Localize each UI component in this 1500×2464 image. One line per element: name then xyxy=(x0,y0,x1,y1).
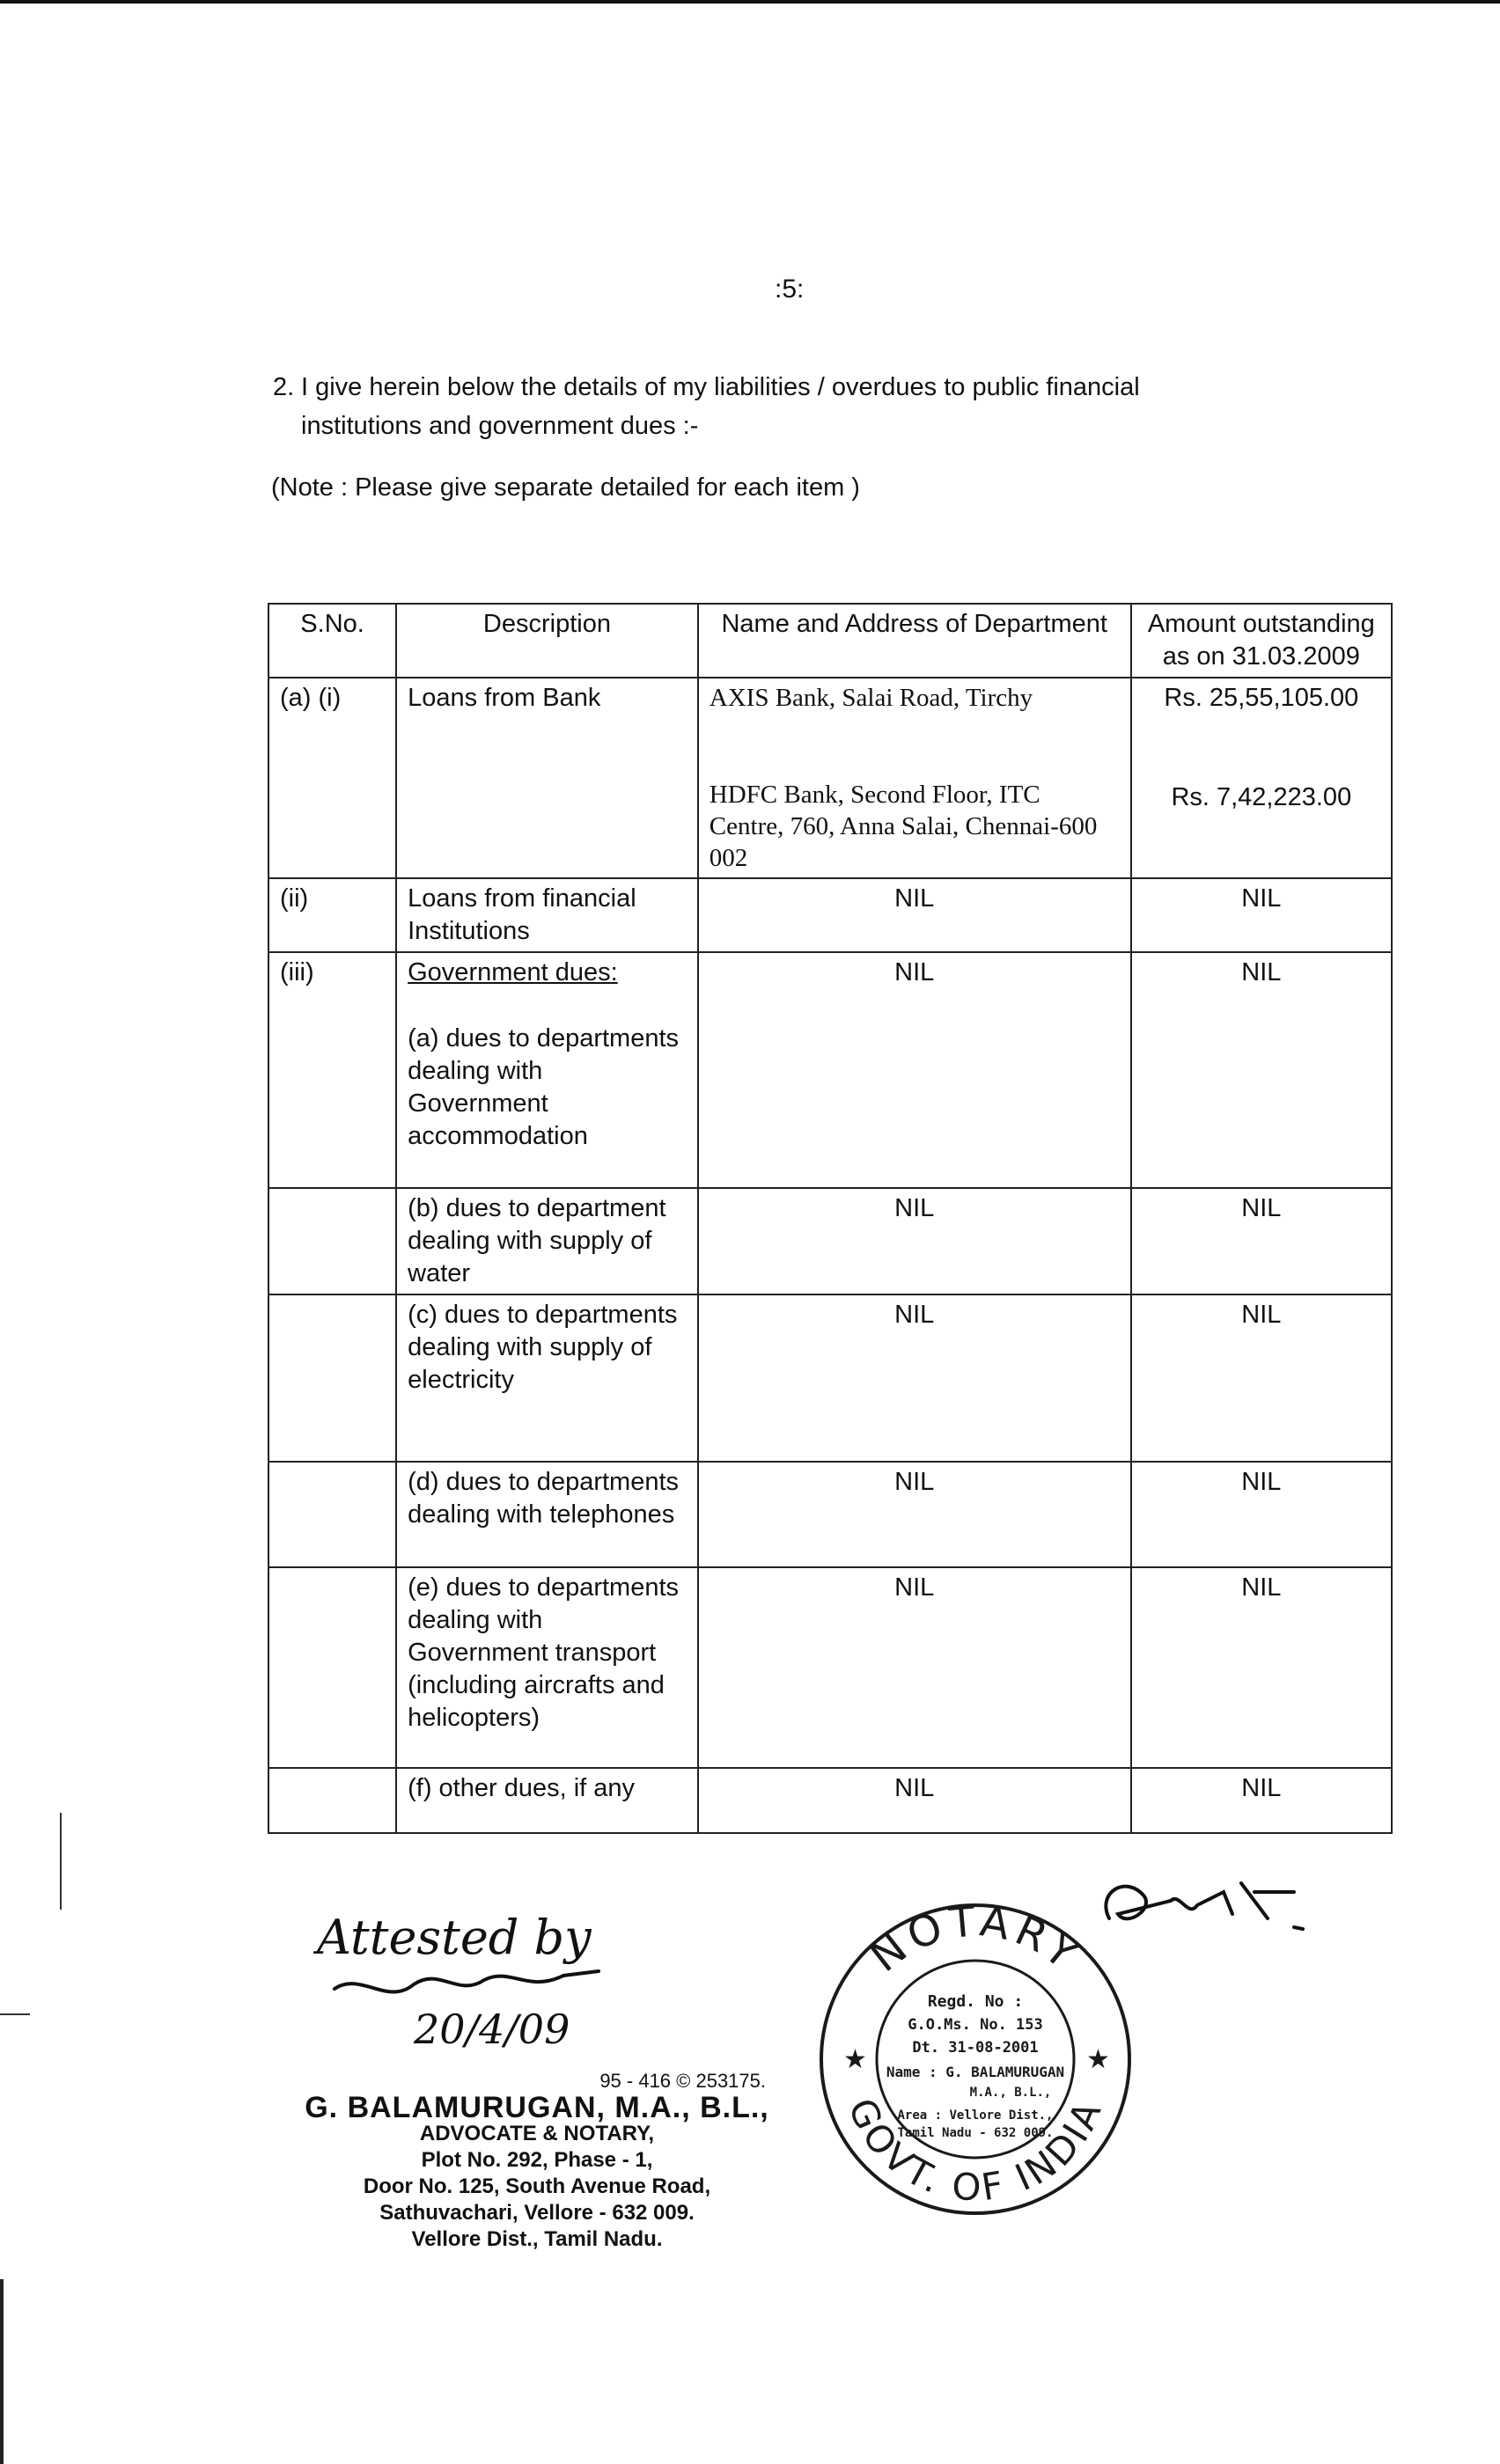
header-department: Name and Address of Department xyxy=(698,604,1131,678)
row-amount: NIL xyxy=(1131,1462,1392,1567)
row-description: (b) dues to department dealing with supply of water xyxy=(396,1188,698,1294)
seal-quals: M.A., B.L., xyxy=(969,2086,1052,2100)
scan-edge xyxy=(0,2279,4,2464)
header-sno: S.No. xyxy=(268,604,396,678)
stamp-name: G. BALAMURUGAN, M.A., B.L., xyxy=(305,2091,769,2124)
row-amount: NIL xyxy=(1131,878,1392,952)
row-department: NIL xyxy=(698,1768,1131,1833)
handwritten-attestation xyxy=(308,1892,678,2064)
page-number: :5: xyxy=(775,275,805,304)
row-amount: NIL xyxy=(1131,1768,1392,1833)
page-top-edge xyxy=(0,0,1500,4)
svg-text:★: ★ xyxy=(843,2044,867,2075)
table-header-row xyxy=(268,604,1392,678)
row-department: NIL xyxy=(698,1567,1131,1768)
row-sno xyxy=(268,1768,396,1833)
row-department: NIL xyxy=(698,952,1131,1188)
row-amount: NIL xyxy=(1131,1294,1392,1462)
row-amount xyxy=(1131,678,1392,878)
amount-hdfc: Rs. 7,42,223.00 xyxy=(1171,783,1352,811)
row-department xyxy=(698,678,1131,878)
row-description: (e) dues to departments dealing with Government transport (including aircrafts and helicopters) xyxy=(396,1567,698,1768)
table-row xyxy=(268,952,1392,1188)
intro-paragraph xyxy=(273,368,1329,445)
seal-order: G.O.Ms. No. 153 xyxy=(908,2016,1043,2034)
row-department: NIL xyxy=(698,1188,1131,1294)
row-amount: NIL xyxy=(1131,1567,1392,1768)
row-sno xyxy=(268,1294,396,1462)
seal-top-text: NOTARY xyxy=(861,1896,1091,1983)
stamp-address-3: Sathuvachari, Vellore - 632 009. xyxy=(379,2201,695,2225)
intro-number: 2. xyxy=(273,373,295,401)
table-row xyxy=(268,878,1392,952)
table-row xyxy=(268,1567,1392,1768)
row-sno: (a) (i) xyxy=(268,678,396,878)
row-description: Loans from Bank xyxy=(396,678,698,878)
stamp-title: ADVOCATE & NOTARY, xyxy=(419,2122,655,2145)
row-amount: NIL xyxy=(1131,952,1392,1188)
seal-state: Tamil Nadu - 632 009. xyxy=(897,2126,1054,2140)
intro-line-2: institutions and government dues :- xyxy=(301,412,699,440)
row-sno: (iii) xyxy=(268,952,396,1188)
margin-mark xyxy=(60,1813,62,1910)
table-row xyxy=(268,678,1392,878)
attest-text: Attested by xyxy=(317,1910,592,1965)
seal-name: Name : G. BALAMURUGAN xyxy=(886,2064,1065,2080)
svg-text:★: ★ xyxy=(1086,2044,1110,2075)
attest-date: 20/4/09 xyxy=(414,2006,570,2053)
seal-regd: Regd. No : xyxy=(927,1992,1024,2011)
row-sno: (ii) xyxy=(268,878,396,952)
row-sno xyxy=(268,1567,396,1768)
row-sno xyxy=(268,1462,396,1567)
table-row xyxy=(268,1188,1392,1294)
row-amount: NIL xyxy=(1131,1188,1392,1294)
stamp-address-4: Vellore Dist., Tamil Nadu. xyxy=(411,2227,663,2251)
seal-bottom-text: GOVT. OF INDIA xyxy=(839,2092,1111,2210)
margin-dash xyxy=(0,2013,30,2015)
header-description: Description xyxy=(396,604,698,678)
amount-axis: Rs. 25,55,105.00 xyxy=(1164,684,1359,712)
stamp-address-2: Door No. 125, South Avenue Road, xyxy=(363,2174,711,2198)
row-department: NIL xyxy=(698,1462,1131,1567)
row-description: (f) other dues, if any xyxy=(396,1768,698,1833)
note: (Note : Please give separate detailed for each item ) xyxy=(271,473,860,502)
header-amount: Amount outstanding as on 31.03.2009 xyxy=(1131,604,1392,678)
seal-area: Area : Vellore Dist., xyxy=(897,2108,1054,2123)
notary-seal xyxy=(808,1892,1143,2231)
svg-text:NOTARY xyxy=(861,1896,1090,1982)
row-description: (d) dues to departments dealing with telephones xyxy=(396,1462,698,1567)
table-row xyxy=(268,1294,1392,1462)
row-description xyxy=(396,952,698,1188)
row-department: NIL xyxy=(698,878,1131,952)
row-sno xyxy=(268,1188,396,1294)
seal-date: Dt. 31-08-2001 xyxy=(912,2039,1039,2057)
government-dues-heading: Government dues: xyxy=(408,958,618,986)
table-row xyxy=(268,1462,1392,1567)
liabilities-table xyxy=(268,603,1393,1834)
row-description: Loans from financial Institutions xyxy=(396,878,698,952)
stamp-phone: 95 - 416 © 253175. xyxy=(599,2070,766,2092)
row-description: (c) dues to departments dealing with supply of electricity xyxy=(396,1294,698,1462)
department-axis: AXIS Bank, Salai Road, Tirchy xyxy=(709,684,1033,712)
intro-line-1: I give herein below the details of my liabilities / overdues to public financial xyxy=(301,373,1140,401)
table-row xyxy=(268,1768,1392,1833)
stamp-address-1: Plot No. 292, Phase - 1, xyxy=(421,2148,653,2172)
department-hdfc: HDFC Bank, Second Floor, ITC Centre, 760, Anna Salai, Chennai-600 002 xyxy=(709,781,1098,872)
government-dues-a: (a) dues to departments dealing with Government accommodation xyxy=(408,1024,680,1150)
row-department: NIL xyxy=(698,1294,1131,1462)
advocate-stamp xyxy=(290,2068,783,2253)
